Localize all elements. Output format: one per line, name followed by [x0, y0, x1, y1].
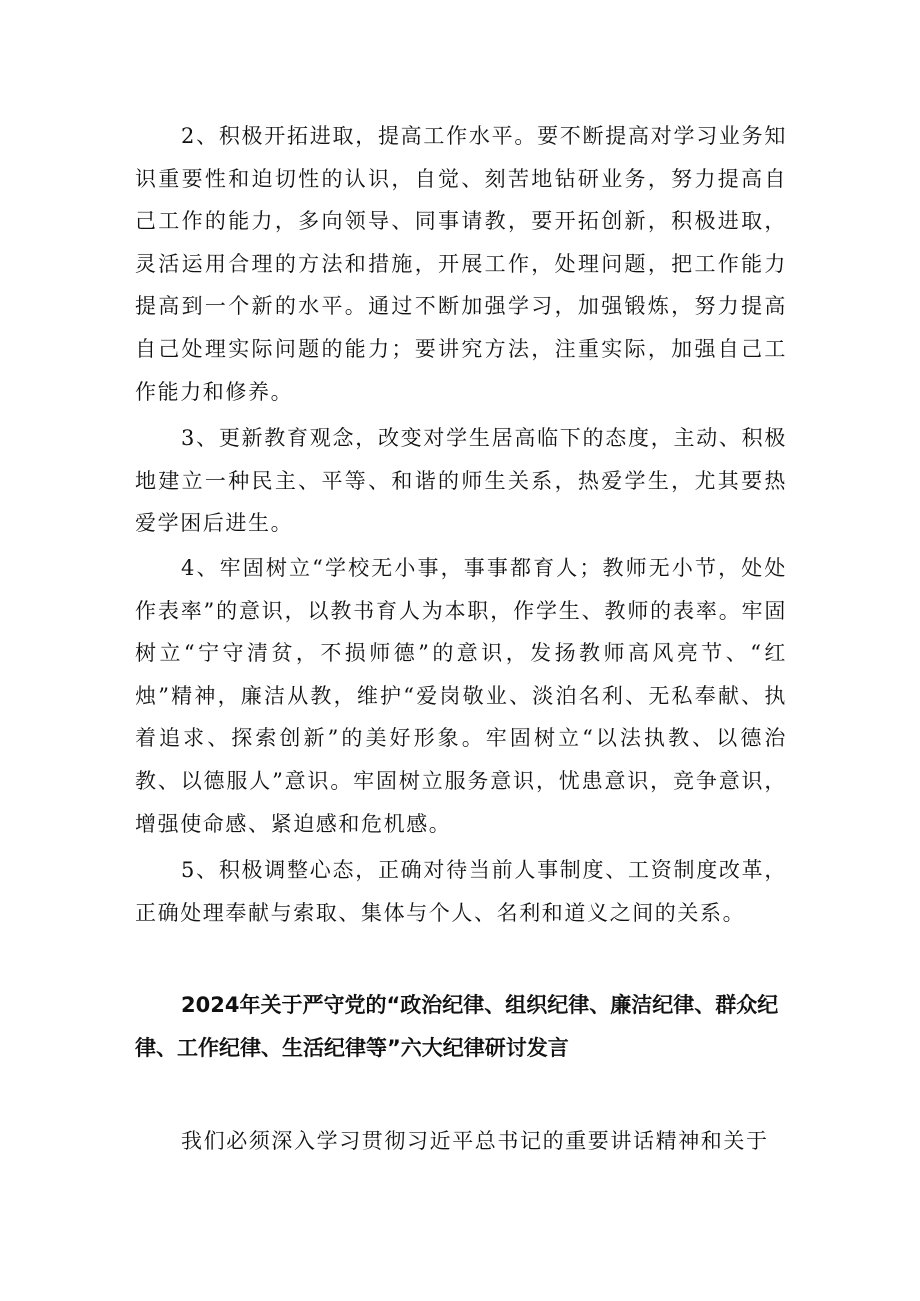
paragraph-item-5: 5、积极调整心态，正确对待当前人事制度、工资制度改革，正确处理奉献与索取、集体与个人、名利和道义之间的关系。 [135, 858, 787, 925]
paragraph-item-2: 2、积极开拓进取，提高工作水平。要不断提高对学习业务知识重要性和迫切性的认识，自觉、刻苦地钻研业务，努力提高自己工作的能力，多向领导、同事请教，要开拓创新，积极进取，灵活运用合理的方法和措施，开展工作，处理问题，把工作能力提高到一个新的水平。通过不断加强学习，加强锻炼，努力提高自己处理实际问题的能力；要讲究方法，注重实际，加强自己工作能力和修养。 [135, 124, 787, 404]
paragraph-item-3: 3、更新教育观念，改变对学生居高临下的态度，主动、积极地建立一种民主、平等、和谐的师生关系，热爱学生，尤其要热爱学困后进生。 [135, 426, 787, 536]
section-heading: 2024年关于严守党的“政治纪律、组织纪律、廉洁纪律、群众纪律、工作纪律、生活纪律等”六大纪律研讨发言 [135, 993, 779, 1060]
paragraph-item-4: 4、牢固树立“学校无小事，事事都育人；教师无小节，处处作表率”的意识，以教书育人为本职，作学生、教师的表率。牢固树立“宁守清贫，不损师德”的意识，发扬教师高风亮节、“红烛”精神，廉洁从教，维护“爱岗敬业、淡泊名利、无私奉献、执着追求、探索创新”的美好形象。牢固树立“以法执教、以德治教、以德服人”意识。牢固树立服务意识，忧患意识，竞争意识，增强使命感、紧迫感和危机感。 [135, 556, 787, 836]
paragraph-intro: 我们必须深入学习贯彻习近平总书记的重要讲话精神和关于 [181, 1129, 769, 1153]
